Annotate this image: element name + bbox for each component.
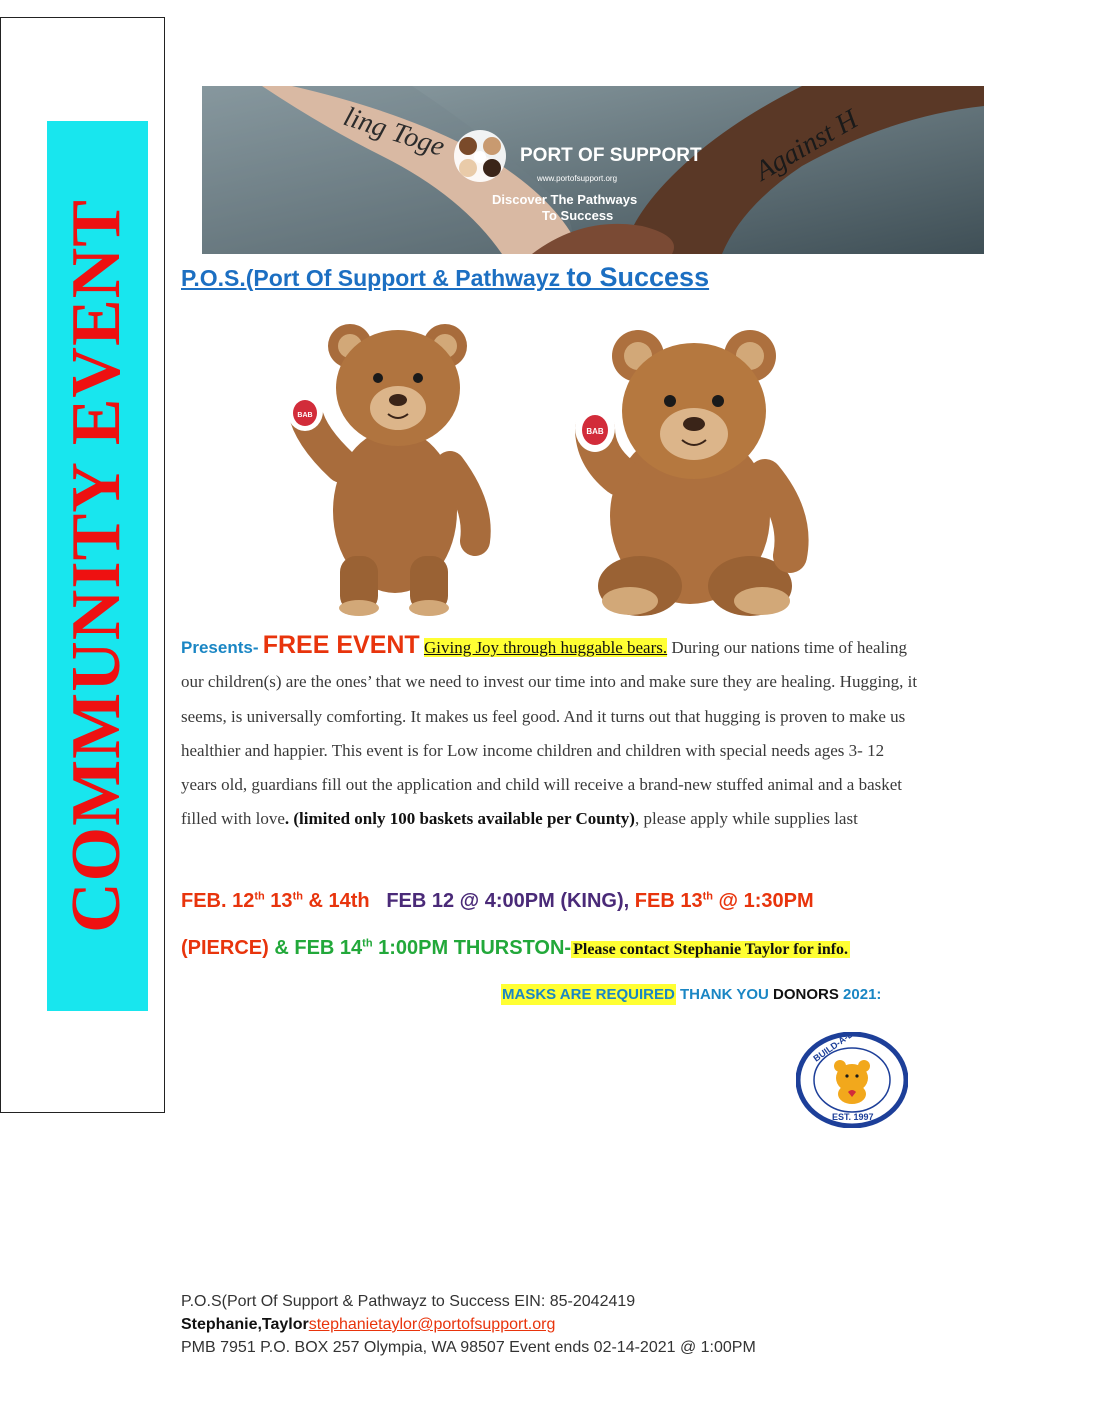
- port-of-support-banner: [202, 86, 984, 254]
- pierce-label: (PIERCE): [181, 937, 269, 959]
- banner-brand: PORT OF SUPPORT: [520, 145, 702, 166]
- donors-year: 2021:: [838, 986, 882, 1003]
- donors-label: DONORS: [773, 986, 839, 1003]
- footer-contact-line: [181, 1313, 756, 1336]
- presents-label: Presents-: [181, 638, 259, 657]
- paw-badge-right: BAB: [586, 427, 604, 436]
- limited-note: . (limited only 100 baskets available per County): [284, 809, 635, 829]
- date-feb-12: FEB. 12: [181, 890, 255, 912]
- page-title-part2: to Success: [566, 262, 710, 292]
- masks-donors-line: [501, 986, 881, 1003]
- date-sup: th: [254, 890, 265, 903]
- description-tail: , please apply while supplies last: [634, 809, 858, 829]
- event-dates-line2: [181, 937, 850, 960]
- date-sup: th: [702, 890, 713, 903]
- free-event-label: FREE EVENT: [262, 631, 420, 659]
- masks-required: MASKS ARE REQUIRED: [502, 986, 675, 1003]
- banner-url: www.portofsupport.org: [537, 174, 618, 183]
- footer: [181, 1290, 756, 1359]
- teddy-bear-left: [287, 324, 476, 616]
- community-event-heading: COMMUNITY EVENT: [58, 199, 135, 933]
- contact-note: Please contact Stephanie Taylor for info.: [573, 941, 849, 958]
- paw-badge-left: BAB: [297, 412, 313, 419]
- banner-tagline-1: Discover The Pathways: [492, 192, 638, 207]
- feb14-session: & FEB 14: [268, 937, 363, 959]
- highlighted-slogan: Giving Joy through huggable bears.: [423, 638, 668, 657]
- contact-email-link[interactable]: stephanietaylor@portofsupport.org: [308, 1316, 556, 1333]
- logo-bottom-text: EST. 1997: [832, 1112, 874, 1122]
- arm-text-right: Against H: [750, 103, 864, 188]
- event-dates-line1: [181, 890, 814, 913]
- teddy-bears-image: [250, 316, 820, 616]
- build-a-bear-logo: [796, 1032, 908, 1128]
- date-sup: th: [362, 937, 373, 950]
- footer-org-line: P.O.S(Port Of Support & Pathwayz to Success EIN: 85-2042419: [181, 1293, 636, 1310]
- thank-you-label: THANK YOU: [675, 986, 774, 1003]
- feb14-time: 1:00PM THURSTON-: [372, 937, 572, 959]
- date-14: & 14th: [302, 890, 370, 912]
- banner-tagline-2: To Success: [542, 208, 614, 223]
- contact-name: Stephanie,Taylor: [181, 1316, 309, 1333]
- footer-address-line: PMB 7951 P.O. BOX 257 Olympia, WA 98507 Event ends 02-14-2021 @ 1:00PM: [181, 1339, 756, 1356]
- feb13-time: @ 1:30PM: [712, 890, 814, 912]
- event-description: [181, 628, 921, 837]
- page-title-part1: P.O.S.(Port Of Support & Pathwayz: [181, 265, 567, 291]
- hands-logo-icon: [454, 130, 506, 182]
- date-sup: th: [292, 890, 303, 903]
- feb13-session: FEB 13: [634, 890, 703, 912]
- banner-image: [202, 86, 984, 254]
- arm-text-left: ling Toge: [339, 101, 449, 163]
- king-session: FEB 12 @ 4:00PM (KING),: [386, 890, 630, 912]
- teddy-bear-right: [575, 330, 792, 616]
- page-title: [181, 262, 709, 293]
- date-13: 13: [264, 890, 293, 912]
- description-text: During our nations time of healing our children(s) are the ones’ that we need to invest our time into and make sure they are healing. Hugging, it seems, is universally comforting. It makes us feel good. And it turns out that hugging is proven to make us healthier and happier. This event is for Low income children and children with special needs ages 3- 12 years old, guardians fill out the application and child will receive a brand-new stuffed animal and a basket filled with love: [181, 638, 918, 829]
